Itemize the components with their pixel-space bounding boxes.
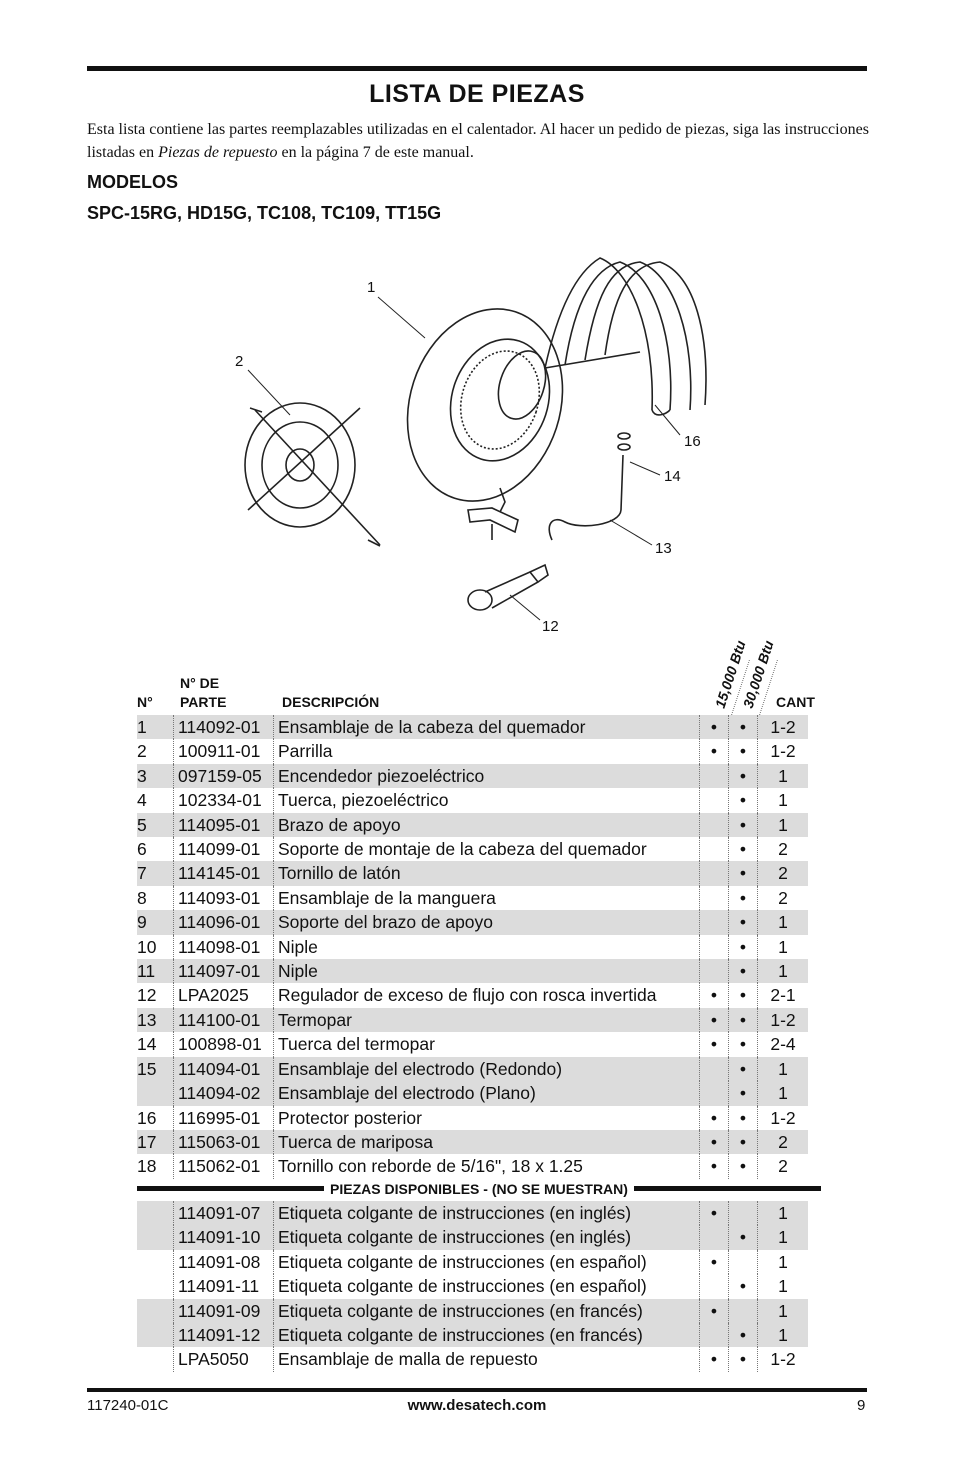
cell-description: Tornillo con reborde de 5/16", 18 x 1.25 [274,1154,700,1178]
cell-15000-btu: • [700,1032,729,1056]
cell-30000-btu [729,1250,758,1274]
header-no: N° [137,694,153,710]
cell-quantity: 1-2 [758,1347,809,1371]
cell-quantity: 1 [758,1081,809,1105]
cell-15000-btu [700,1057,729,1081]
cell-30000-btu: • [729,983,758,1007]
cell-part-number: 114091-09 [174,1299,274,1323]
table-row [137,886,808,910]
cell-quantity: 1 [758,1057,809,1081]
table-row [137,1154,808,1178]
table-row [137,837,808,861]
cell-part-number: 102334-01 [174,788,274,812]
available-parts-table [137,1201,808,1372]
table-row [137,1250,808,1274]
table-row [137,715,808,739]
cell-part-number: 114145-01 [174,861,274,885]
cell-30000-btu: • [729,1154,758,1178]
cell-30000-btu: • [729,910,758,934]
cell-quantity: 2 [758,837,809,861]
callout-16: 16 [684,433,701,450]
cell-description: Etiqueta colgante de instrucciones (en inglés) [274,1201,700,1225]
cell-description: Regulador de exceso de flujo con rosca invertida [274,983,700,1007]
header-qty: CANT [776,694,815,710]
cell-15000-btu: • [700,739,729,763]
callout-1: 1 [367,279,376,296]
cell-description: Tuerca de mariposa [274,1130,700,1154]
cell-description: Etiqueta colgante de instrucciones (en francés) [274,1299,700,1323]
table-row [137,1299,808,1323]
cell-description: Niple [274,935,700,959]
regulator-drawing [468,565,548,610]
section-title: PIEZAS DISPONIBLES - (NO SE MUESTRAN) [324,1181,634,1197]
cell-quantity: 2-4 [758,1032,809,1056]
table-row [137,813,808,837]
cell-15000-btu: • [700,715,729,739]
cell-quantity: 1 [758,935,809,959]
cell-number: 5 [137,813,174,837]
cell-description: Soporte del brazo de apoyo [274,910,700,934]
cell-30000-btu: • [729,715,758,739]
cell-quantity: 1 [758,1250,809,1274]
table-row [137,959,808,983]
cell-number [137,1225,174,1249]
table-row [137,788,808,812]
cell-number: 14 [137,1034,157,1055]
cell-30000-btu: • [729,935,758,959]
cell-30000-btu: • [729,1323,758,1347]
cell-quantity: 1 [758,813,809,837]
cell-number [137,1274,174,1298]
intro-paragraph [87,118,869,164]
header-part-line1: N° DE [180,675,220,691]
cell-30000-btu: • [729,1225,758,1249]
cell-part-number: 114092-01 [174,715,274,739]
cell-30000-btu: • [729,886,758,910]
cell-15000-btu [700,861,729,885]
table-row [137,1274,808,1298]
cell-15000-btu [700,1323,729,1347]
cell-number: 9 [137,910,174,934]
table-row [137,1057,808,1081]
cell-30000-btu: • [729,1032,758,1056]
intro-emphasis: Piezas de repuesto [158,144,278,161]
cell-30000-btu: • [729,837,758,861]
cell-part-number: 116995-01 [174,1106,274,1130]
cell-15000-btu [700,788,729,812]
table-row [137,1130,808,1154]
table-row [137,1081,808,1105]
cell-description: Protector posterior [274,1106,700,1130]
page-title: LISTA DE PIEZAS [369,80,585,108]
table-row [137,910,808,934]
cell-part-number: 114091-08 [174,1250,274,1274]
cell-15000-btu [700,1274,729,1298]
cell-part-number: 097159-05 [174,764,274,788]
cell-part-number: 114091-12 [174,1323,274,1347]
cell-quantity: 1 [758,1201,809,1225]
cell-part-number: 114093-01 [174,886,274,910]
cell-number: 4 [137,790,147,811]
cell-part-number: 100898-01 [174,1032,274,1056]
header-15000-btu: 15,000 Btu [711,638,749,710]
cell-part-number: 115062-01 [174,1154,274,1178]
header-description: DESCRIPCIÓN [282,694,380,710]
cell-number: 11 [137,959,174,983]
cell-number: 18 [137,1156,157,1177]
cell-30000-btu: • [729,1274,758,1298]
cell-quantity: 1-2 [758,1106,809,1130]
cell-quantity: 1-2 [758,715,809,739]
cell-part-number: 114098-01 [174,935,274,959]
callout-12: 12 [542,618,559,635]
callout-13: 13 [655,540,672,557]
cell-description: Encendedor piezoeléctrico [274,764,700,788]
cell-quantity: 2-1 [758,983,809,1007]
cell-part-number: 114099-01 [174,837,274,861]
cell-part-number: 114096-01 [174,910,274,934]
cell-part-number: 114097-01 [174,959,274,983]
cell-part-number: 114094-02 [174,1081,274,1105]
cell-description: Etiqueta colgante de instrucciones (en francés) [274,1323,700,1347]
cell-15000-btu [700,837,729,861]
table-row [137,1008,808,1032]
thermocouple-drawing [549,433,630,540]
cell-description: Niple [274,959,700,983]
cell-number [137,1323,174,1347]
cell-15000-btu [700,959,729,983]
cell-15000-btu [700,764,729,788]
cell-quantity: 1 [758,764,809,788]
cell-15000-btu: • [700,1250,729,1274]
table-row [137,1225,808,1249]
cell-part-number: 115063-01 [174,1130,274,1154]
cell-30000-btu: • [729,764,758,788]
cell-15000-btu: • [700,1008,729,1032]
cell-part-number: 114095-01 [174,813,274,837]
cell-number: 10 [137,936,157,957]
cell-number: 8 [137,887,147,908]
cell-number: 16 [137,1107,157,1128]
cell-30000-btu: • [729,1057,758,1081]
cell-quantity: 1 [758,959,809,983]
cell-description: Etiqueta colgante de instrucciones (en español) [274,1274,700,1298]
cell-30000-btu: • [729,739,758,763]
footer-doc-number: 117240-01C [87,1397,169,1414]
back-guard-drawing [545,258,706,415]
parts-diagram [200,240,760,650]
cell-description: Ensamblaje del electrodo (Redondo) [274,1057,700,1081]
grill-drawing [245,403,380,546]
cell-quantity: 2 [758,886,809,910]
cell-15000-btu [700,910,729,934]
footer-page-number: 9 [857,1397,866,1414]
cell-part-number: 114094-01 [174,1057,274,1081]
intro-text-2: en la página 7 de este manual. [277,144,474,161]
cell-number [137,1201,174,1225]
header-part-line2: PARTE [180,694,227,710]
callout-2: 2 [235,353,244,370]
cell-30000-btu: • [729,959,758,983]
cell-quantity: 1 [758,1323,809,1347]
cell-description: Etiqueta colgante de instrucciones (en inglés) [274,1225,700,1249]
cell-number [137,1299,174,1323]
cell-quantity: 1 [758,1274,809,1298]
cell-15000-btu [700,935,729,959]
cell-15000-btu [700,1081,729,1105]
cell-30000-btu [729,1201,758,1225]
cell-15000-btu: • [700,1154,729,1178]
cell-15000-btu: • [700,983,729,1007]
cell-quantity: 1-2 [758,739,809,763]
cell-quantity: 1 [758,1225,809,1249]
cell-quantity: 2 [758,1130,809,1154]
cell-description: Tuerca, piezoeléctrico [274,788,700,812]
cell-number: 3 [137,764,174,788]
cell-part-number: 100911-01 [174,739,274,763]
cell-number: 6 [137,839,147,860]
table-row [137,935,808,959]
cell-15000-btu: • [700,1130,729,1154]
table-row [137,739,808,763]
cell-part-number: 114091-11 [174,1274,274,1298]
cell-description: Ensamblaje del electrodo (Plano) [274,1081,700,1105]
cell-description: Soporte de montaje de la cabeza del quemador [274,837,700,861]
table-row [137,1347,808,1371]
cell-15000-btu [700,886,729,910]
cell-number [137,1250,174,1274]
cell-quantity: 2 [758,1154,809,1178]
cell-30000-btu: • [729,788,758,812]
cell-30000-btu: • [729,1008,758,1032]
cell-quantity: 2 [758,861,809,885]
cell-30000-btu: • [729,1347,758,1371]
header-30000-btu: 30,000 Btu [739,638,777,710]
cell-description: Tornillo de latón [274,861,700,885]
cell-part-number: 114091-07 [174,1201,274,1225]
models-list: SPC-15RG, HD15G, TC108, TC109, TT15G [87,203,442,223]
cell-description: Parrilla [274,739,700,763]
cell-number: 13 [137,1008,174,1032]
intro-text-1: Esta lista contiene las partes reemplazables utilizadas en el calentador. Al hacer un pedido de piezas, siga las instrucciones listadas en [87,121,869,161]
table-row [137,1106,808,1130]
cell-30000-btu: • [729,861,758,885]
cell-number: 2 [137,741,147,762]
section-bar [137,1180,821,1198]
table-row [137,764,808,788]
table-row [137,1323,808,1347]
cell-number: 1 [137,715,174,739]
cell-quantity: 1 [758,910,809,934]
cell-part-number: 114100-01 [174,1008,274,1032]
cell-description: Tuerca del termopar [274,1032,700,1056]
cell-30000-btu [729,1299,758,1323]
models-heading: MODELOS [87,172,179,192]
cell-number [137,1081,174,1105]
cell-part-number: LPA5050 [174,1347,274,1371]
cell-description: Ensamblaje de malla de repuesto [274,1347,700,1371]
cell-description: Termopar [274,1008,700,1032]
table-row [137,1201,808,1225]
top-rule [87,66,867,71]
cell-15000-btu [700,1225,729,1249]
cell-quantity: 1 [758,1299,809,1323]
cell-description: Etiqueta colgante de instrucciones (en español) [274,1250,700,1274]
cell-part-number: 114091-10 [174,1225,274,1249]
cell-description: Brazo de apoyo [274,813,700,837]
cell-30000-btu: • [729,1106,758,1130]
cell-15000-btu: • [700,1299,729,1323]
cell-15000-btu: • [700,1106,729,1130]
cell-30000-btu: • [729,1081,758,1105]
footer-website: www.desatech.com [407,1397,547,1414]
cell-quantity: 1-2 [758,1008,809,1032]
cell-number: 17 [137,1130,174,1154]
cell-15000-btu: • [700,1201,729,1225]
table-row [137,1032,808,1056]
cell-15000-btu [700,813,729,837]
parts-table [137,715,808,1179]
cell-number: 12 [137,985,157,1006]
cell-number: 7 [137,861,174,885]
cell-number: 15 [137,1057,174,1081]
cell-15000-btu: • [700,1347,729,1371]
cell-description: Ensamblaje de la manguera [274,886,700,910]
cell-30000-btu: • [729,1130,758,1154]
bottom-rule [87,1388,867,1392]
callout-14: 14 [664,468,681,485]
table-row [137,861,808,885]
cell-number [137,1347,174,1371]
cell-part-number: LPA2025 [174,983,274,1007]
table-row [137,983,808,1007]
cell-30000-btu: • [729,813,758,837]
cell-quantity: 1 [758,788,809,812]
cell-description: Ensamblaje de la cabeza del quemador [274,715,700,739]
